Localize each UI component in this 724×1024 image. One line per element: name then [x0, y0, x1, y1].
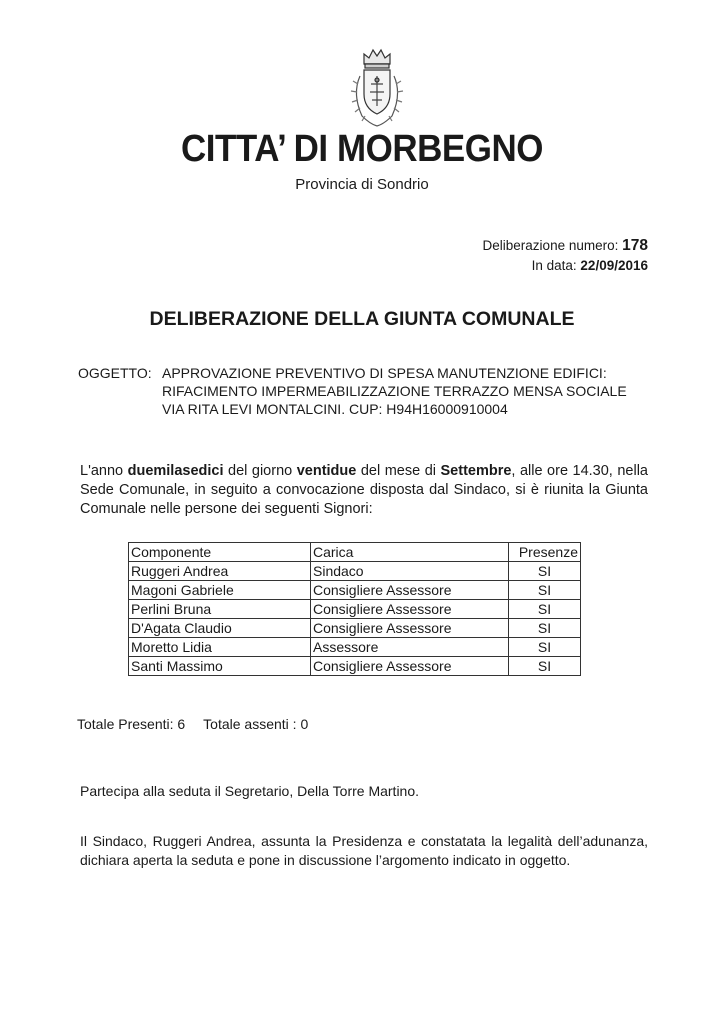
document-heading: DELIBERAZIONE DELLA GIUNTA COMUNALE	[149, 308, 575, 330]
city-title: CITTA’ DI MORBEGNO	[180, 128, 544, 170]
deliberation-meta	[483, 236, 648, 276]
closing-paragraph: Il Sindaco, Ruggeri Andrea, assunta la Presidenza e constatata la legalità dell’adunanza, dichiara aperta la seduta e pone in discussione l’argomento indicato in oggetto.	[80, 833, 648, 868]
column-header: Presenze	[509, 543, 581, 562]
deliberation-date	[483, 256, 648, 276]
deliberation-number-label: Deliberazione numero:	[482, 238, 619, 253]
member-role: Sindaco	[311, 562, 509, 581]
member-presence: SI	[509, 600, 581, 619]
member-name: Santi Massimo	[129, 657, 311, 676]
intro-text: , alle ore 14.30, nella Sede Comunale, in seguito a convocazione disposta dal Sindaco, si è riunita la Giunta Comunale nelle persone dei seguenti Signori:	[80, 463, 648, 517]
attendance-totals	[77, 716, 326, 732]
municipal-crest-icon	[344, 46, 410, 132]
member-presence: SI	[509, 619, 581, 638]
intro-month: Settembre	[440, 463, 512, 479]
member-presence: SI	[509, 638, 581, 657]
member-name: D'Agata Claudio	[129, 619, 311, 638]
member-name: Perlini Bruna	[129, 600, 311, 619]
member-role: Assessore	[311, 638, 509, 657]
subject-label: OGGETTO:	[78, 365, 152, 381]
table-header-row	[129, 543, 581, 562]
member-role: Consigliere Assessore	[311, 619, 509, 638]
deliberation-number	[483, 236, 648, 256]
members-table	[128, 542, 581, 676]
total-absent: Totale assenti : 0	[203, 716, 309, 732]
member-presence: SI	[509, 581, 581, 600]
deliberation-date-value: 22/09/2016	[580, 258, 648, 273]
table-row	[129, 581, 581, 600]
table-row	[129, 657, 581, 676]
column-header: Componente	[129, 543, 311, 562]
intro-text: del mese di	[356, 463, 441, 479]
member-presence: SI	[509, 657, 581, 676]
column-header: Carica	[311, 543, 509, 562]
intro-text: del giorno	[223, 463, 297, 479]
subject-line: APPROVAZIONE PREVENTIVO DI SPESA MANUTENZIONE EDIFICI:	[162, 365, 607, 381]
secretary-paragraph: Partecipa alla seduta il Segretario, Della Torre Martino.	[80, 783, 420, 799]
total-present: Totale Presenti: 6	[77, 716, 186, 732]
member-name: Magoni Gabriele	[129, 581, 311, 600]
table-row	[129, 638, 581, 657]
deliberation-number-value: 178	[622, 237, 648, 254]
member-presence: SI	[509, 562, 581, 581]
intro-paragraph	[80, 462, 648, 519]
member-role: Consigliere Assessore	[311, 657, 509, 676]
member-role: Consigliere Assessore	[311, 581, 509, 600]
table-row	[129, 562, 581, 581]
member-name: Ruggeri Andrea	[129, 562, 311, 581]
intro-day: ventidue	[296, 463, 357, 479]
table-row	[129, 600, 581, 619]
intro-year: duemilasedici	[127, 463, 224, 479]
province-name: Provincia di Sondrio	[295, 176, 429, 193]
member-name: Moretto Lidia	[129, 638, 311, 657]
deliberation-date-label: In data:	[531, 258, 577, 273]
member-role: Consigliere Assessore	[311, 600, 509, 619]
subject-line: RIFACIMENTO IMPERMEABILIZZAZIONE TERRAZZO MENSA SOCIALE	[162, 383, 627, 399]
table-row	[129, 619, 581, 638]
subject-line: VIA RITA LEVI MONTALCINI. CUP: H94H16000910004	[162, 401, 508, 417]
subject-block	[78, 364, 648, 418]
intro-text: L'anno	[80, 463, 128, 479]
subject-text	[162, 364, 648, 418]
